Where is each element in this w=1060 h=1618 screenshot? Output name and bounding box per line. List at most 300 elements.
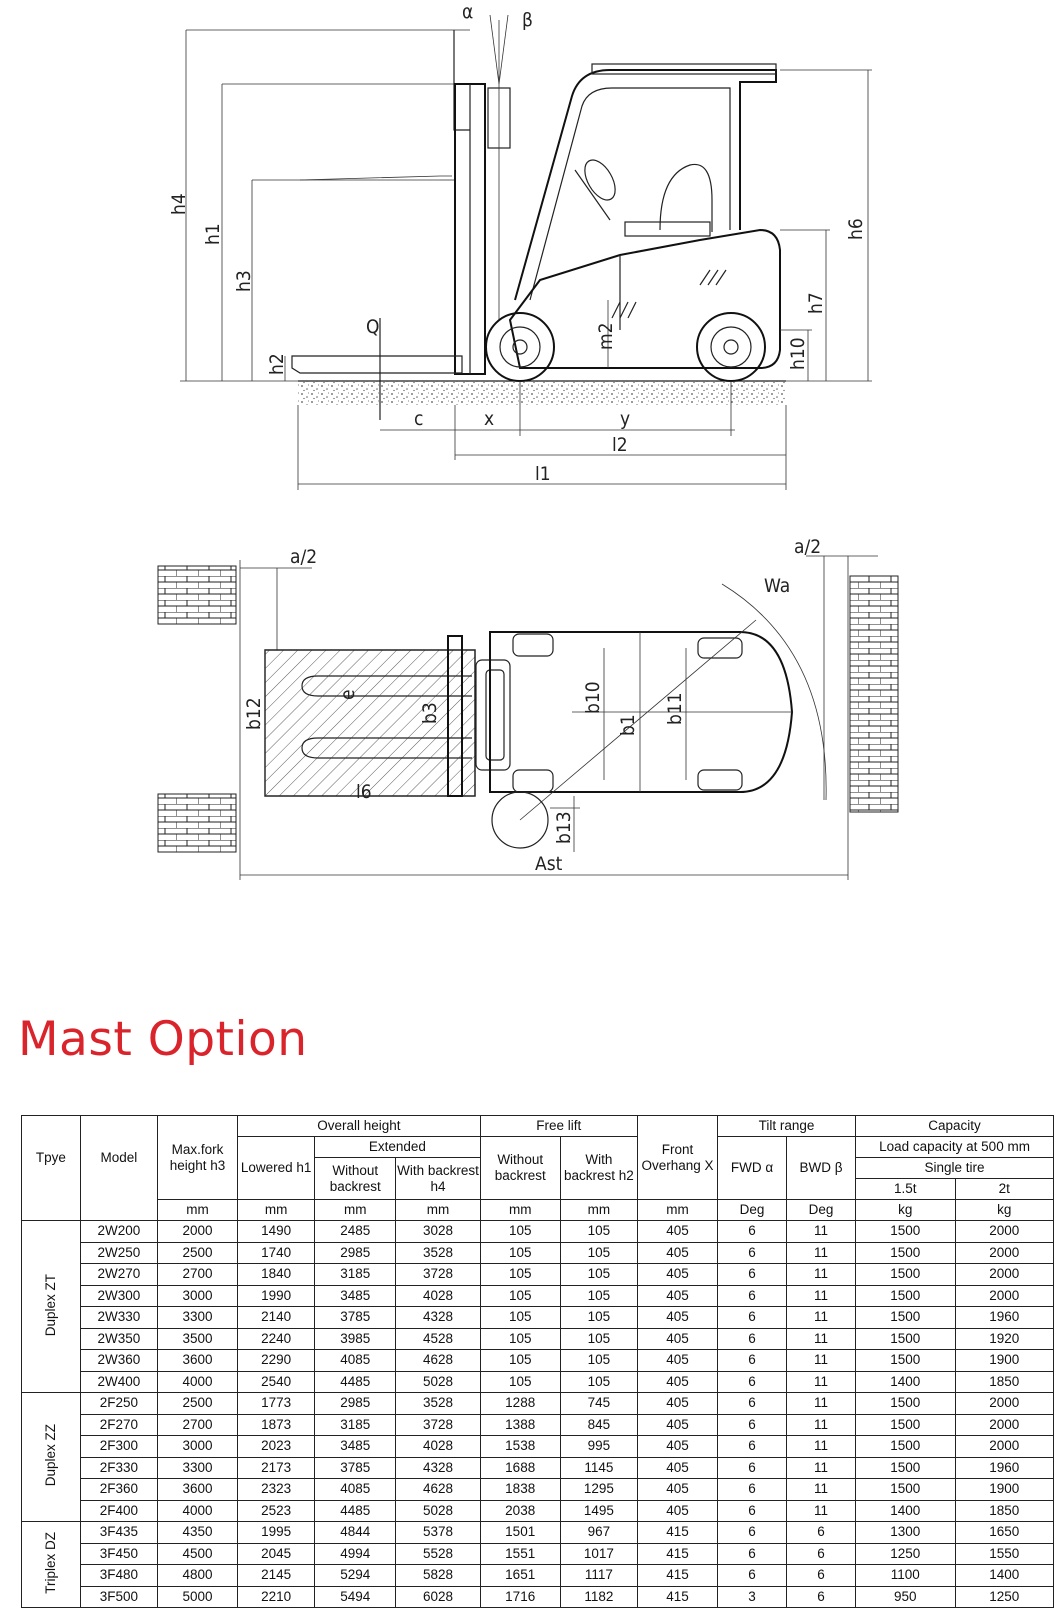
table-cell: 105 <box>560 1307 637 1329</box>
section-title: Mast Option <box>18 1012 308 1067</box>
table-cell: 3000 <box>157 1436 237 1458</box>
header-capacity: Capacity <box>856 1116 1054 1137</box>
table-cell: 11 <box>787 1500 856 1522</box>
model-cell: 2F400 <box>80 1500 157 1522</box>
table-cell: 105 <box>560 1371 637 1393</box>
table-cell: 4085 <box>315 1350 396 1372</box>
unit-cell: Deg <box>718 1200 787 1221</box>
unit-cell: Deg <box>787 1200 856 1221</box>
table-cell: 405 <box>637 1500 717 1522</box>
table-cell: 2045 <box>238 1543 315 1565</box>
table-cell: 105 <box>560 1350 637 1372</box>
unit-cell: mm <box>238 1200 315 1221</box>
table-cell: 4085 <box>315 1479 396 1501</box>
table-cell: 1960 <box>955 1457 1054 1479</box>
model-cell: 2W360 <box>80 1350 157 1372</box>
table-cell: 405 <box>637 1242 717 1264</box>
table-cell: 4994 <box>315 1543 396 1565</box>
table-cell: 6 <box>718 1436 787 1458</box>
label-l1: l1 <box>535 463 551 485</box>
header-front-overhang: Front Overhang X <box>637 1116 717 1200</box>
label-c: c <box>414 408 424 430</box>
table-cell: 3728 <box>396 1414 480 1436</box>
table-cell: 105 <box>480 1371 560 1393</box>
table-cell: 105 <box>560 1264 637 1286</box>
table-row <box>22 1264 1054 1286</box>
table-cell: 1960 <box>955 1307 1054 1329</box>
table-cell: 11 <box>787 1371 856 1393</box>
header-lowered: Lowered h1 <box>238 1137 315 1200</box>
model-cell: 2W300 <box>80 1285 157 1307</box>
top-view-drawing <box>158 536 898 880</box>
table-cell: 5000 <box>157 1586 237 1608</box>
table-cell: 5494 <box>315 1586 396 1608</box>
table-cell: 2985 <box>315 1393 396 1415</box>
table-cell: 1495 <box>560 1500 637 1522</box>
table-cell: 3528 <box>396 1242 480 1264</box>
table-cell: 405 <box>637 1285 717 1307</box>
table-cell: 1500 <box>856 1414 955 1436</box>
label-l2: l2 <box>612 434 628 456</box>
label-b11: b11 <box>664 692 686 725</box>
table-cell: 1117 <box>560 1565 637 1587</box>
table-cell: 1740 <box>238 1242 315 1264</box>
table-cell: 5378 <box>396 1522 480 1544</box>
table-cell: 1501 <box>480 1522 560 1544</box>
table-row <box>22 1436 1054 1458</box>
table-cell: 2240 <box>238 1328 315 1350</box>
table-cell: 2000 <box>955 1393 1054 1415</box>
table-cell: 3185 <box>315 1264 396 1286</box>
unit-cell: mm <box>157 1200 237 1221</box>
table-cell: 1288 <box>480 1393 560 1415</box>
wall-bottom-left <box>158 794 236 852</box>
table-cell: 415 <box>637 1586 717 1608</box>
table-cell: 1651 <box>480 1565 560 1587</box>
ground <box>298 381 786 405</box>
table-cell: 4844 <box>315 1522 396 1544</box>
table-cell: 3785 <box>315 1307 396 1329</box>
label-b3: b3 <box>419 702 441 724</box>
label-h1: h1 <box>202 223 224 245</box>
table-cell: 4628 <box>396 1479 480 1501</box>
table-cell: 1900 <box>955 1350 1054 1372</box>
table-cell: 1500 <box>856 1393 955 1415</box>
table-cell: 3500 <box>157 1328 237 1350</box>
table-cell: 11 <box>787 1307 856 1329</box>
table-cell: 5028 <box>396 1371 480 1393</box>
label-a2-right: a/2 <box>794 536 822 558</box>
table-cell: 995 <box>560 1436 637 1458</box>
table-row <box>22 1350 1054 1372</box>
table-row <box>22 1328 1054 1350</box>
table-cell: 405 <box>637 1436 717 1458</box>
header-free-lift: Free lift <box>480 1116 637 1137</box>
table-cell: 11 <box>787 1350 856 1372</box>
unit-cell: mm <box>315 1200 396 1221</box>
table-cell: 11 <box>787 1457 856 1479</box>
header-cap-15: 1.5t <box>856 1179 955 1200</box>
model-cell: 2W350 <box>80 1328 157 1350</box>
table-cell: 6 <box>718 1307 787 1329</box>
table-cell: 1551 <box>480 1543 560 1565</box>
table-cell: 1500 <box>856 1307 955 1329</box>
table-cell: 6 <box>718 1221 787 1243</box>
label-ast: Ast <box>535 853 563 875</box>
table-cell: 6028 <box>396 1586 480 1608</box>
table-cell: 1995 <box>238 1522 315 1544</box>
label-b1: b1 <box>617 714 639 736</box>
header-ext-without: Without backrest <box>315 1158 396 1200</box>
table-row <box>22 1522 1054 1544</box>
table-cell: 105 <box>480 1350 560 1372</box>
table-cell: 405 <box>637 1307 717 1329</box>
units-blank <box>80 1200 157 1221</box>
table-cell: 2173 <box>238 1457 315 1479</box>
table-cell: 105 <box>560 1328 637 1350</box>
table-cell: 4328 <box>396 1307 480 1329</box>
table-cell: 1500 <box>856 1264 955 1286</box>
header-bwd: BWD β <box>787 1137 856 1200</box>
header-max-fork: Max.fork height h3 <box>157 1116 237 1200</box>
unit-cell: mm <box>480 1200 560 1221</box>
label-h6: h6 <box>845 218 867 240</box>
table-cell: 1145 <box>560 1457 637 1479</box>
header-type: Tpye <box>22 1116 81 1200</box>
side-view-drawing <box>168 1 872 490</box>
wall-right <box>850 576 898 812</box>
table-cell: 415 <box>637 1565 717 1587</box>
model-cell: 2F250 <box>80 1393 157 1415</box>
table-cell: 3985 <box>315 1328 396 1350</box>
table-cell: 105 <box>480 1264 560 1286</box>
table-row <box>22 1565 1054 1587</box>
table-cell: 6 <box>787 1565 856 1587</box>
table-cell: 2000 <box>955 1414 1054 1436</box>
model-cell: 2F330 <box>80 1457 157 1479</box>
group-type <box>22 1393 81 1522</box>
mast-option-table <box>21 1115 1054 1608</box>
table-cell: 5294 <box>315 1565 396 1587</box>
table-cell: 405 <box>637 1414 717 1436</box>
table-cell: 2523 <box>238 1500 315 1522</box>
table-cell: 105 <box>560 1242 637 1264</box>
table-cell: 1900 <box>955 1479 1054 1501</box>
table-cell: 6 <box>718 1371 787 1393</box>
table-cell: 6 <box>718 1500 787 1522</box>
table-cell: 3785 <box>315 1457 396 1479</box>
table-row <box>22 1500 1054 1522</box>
table-cell: 11 <box>787 1221 856 1243</box>
model-cell: 2W400 <box>80 1371 157 1393</box>
table-cell: 6 <box>718 1565 787 1587</box>
table-cell: 2000 <box>955 1285 1054 1307</box>
unit-cell: kg <box>856 1200 955 1221</box>
table-cell: 3485 <box>315 1436 396 1458</box>
label-q: Q <box>366 316 380 338</box>
table-cell: 405 <box>637 1350 717 1372</box>
table-cell: 6 <box>718 1393 787 1415</box>
label-b12: b12 <box>243 697 265 730</box>
table-cell: 5528 <box>396 1543 480 1565</box>
model-cell: 2W270 <box>80 1264 157 1286</box>
label-wa: Wa <box>764 575 791 597</box>
table-cell: 105 <box>480 1221 560 1243</box>
table-cell: 105 <box>560 1221 637 1243</box>
table-row <box>22 1457 1054 1479</box>
header-extended: Extended <box>315 1137 480 1158</box>
table-cell: 1500 <box>856 1479 955 1501</box>
table-row <box>22 1221 1054 1243</box>
table-cell: 105 <box>480 1307 560 1329</box>
table-cell: 2700 <box>157 1414 237 1436</box>
table-row <box>22 1307 1054 1329</box>
model-cell: 3F435 <box>80 1522 157 1544</box>
table-cell: 1500 <box>856 1285 955 1307</box>
table-cell: 3485 <box>315 1285 396 1307</box>
table-cell: 1850 <box>955 1371 1054 1393</box>
table-cell: 1538 <box>480 1436 560 1458</box>
group-type-label: Duplex ZZ <box>43 1424 59 1487</box>
label-a2-left: a/2 <box>290 546 318 568</box>
table-cell: 415 <box>637 1543 717 1565</box>
table-cell: 1400 <box>856 1371 955 1393</box>
header-fl-without: Without backrest <box>480 1137 560 1200</box>
label-l6: l6 <box>356 781 372 803</box>
table-cell: 1300 <box>856 1522 955 1544</box>
table-cell: 4000 <box>157 1500 237 1522</box>
table-cell: 105 <box>560 1285 637 1307</box>
table-cell: 1688 <box>480 1457 560 1479</box>
table-cell: 1920 <box>955 1328 1054 1350</box>
table-cell: 3728 <box>396 1264 480 1286</box>
table-cell: 1873 <box>238 1414 315 1436</box>
label-b13: b13 <box>553 811 575 844</box>
table-cell: 950 <box>856 1586 955 1608</box>
table-cell: 6 <box>718 1242 787 1264</box>
model-cell: 3F480 <box>80 1565 157 1587</box>
label-b10: b10 <box>582 681 604 714</box>
table-cell: 2000 <box>955 1436 1054 1458</box>
table-cell: 1500 <box>856 1242 955 1264</box>
table-cell: 3300 <box>157 1307 237 1329</box>
table-cell: 3 <box>718 1586 787 1608</box>
table-cell: 2000 <box>955 1264 1054 1286</box>
table-cell: 1400 <box>955 1565 1054 1587</box>
table-cell: 5828 <box>396 1565 480 1587</box>
header-overall-height: Overall height <box>238 1116 481 1137</box>
table-cell: 967 <box>560 1522 637 1544</box>
table-cell: 4628 <box>396 1350 480 1372</box>
model-cell: 2W330 <box>80 1307 157 1329</box>
header-fl-with: With backrest h2 <box>560 1137 637 1200</box>
label-h3: h3 <box>233 270 255 292</box>
table-cell: 2145 <box>238 1565 315 1587</box>
table-cell: 2140 <box>238 1307 315 1329</box>
table-cell: 6 <box>787 1543 856 1565</box>
table-cell: 1490 <box>238 1221 315 1243</box>
table-cell: 1295 <box>560 1479 637 1501</box>
model-cell: 2F300 <box>80 1436 157 1458</box>
table-cell: 4000 <box>157 1371 237 1393</box>
header-single-tire: Single tire <box>856 1158 1054 1179</box>
table-cell: 6 <box>718 1350 787 1372</box>
table-cell: 4528 <box>396 1328 480 1350</box>
label-h10: h10 <box>787 337 809 370</box>
table-cell: 4028 <box>396 1285 480 1307</box>
group-type-label: Triplex DZ <box>43 1531 59 1594</box>
group-type-label: Duplex ZT <box>43 1273 59 1336</box>
table-cell: 11 <box>787 1285 856 1307</box>
table-cell: 6 <box>718 1457 787 1479</box>
model-cell: 2F360 <box>80 1479 157 1501</box>
table-cell: 6 <box>718 1479 787 1501</box>
table-cell: 4485 <box>315 1371 396 1393</box>
table-cell: 1840 <box>238 1264 315 1286</box>
table-cell: 1650 <box>955 1522 1054 1544</box>
table-cell: 6 <box>718 1328 787 1350</box>
table-cell: 405 <box>637 1328 717 1350</box>
table-cell: 1850 <box>955 1500 1054 1522</box>
table-row <box>22 1586 1054 1608</box>
table-cell: 4800 <box>157 1565 237 1587</box>
table-cell: 845 <box>560 1414 637 1436</box>
table-cell: 2290 <box>238 1350 315 1372</box>
table-cell: 1100 <box>856 1565 955 1587</box>
table-cell: 1500 <box>856 1221 955 1243</box>
model-cell: 3F450 <box>80 1543 157 1565</box>
table-cell: 1773 <box>238 1393 315 1415</box>
table-cell: 745 <box>560 1393 637 1415</box>
table-cell: 1550 <box>955 1543 1054 1565</box>
table-cell: 2985 <box>315 1242 396 1264</box>
header-tilt-range: Tilt range <box>718 1116 856 1137</box>
table-cell: 11 <box>787 1242 856 1264</box>
table-cell: 3600 <box>157 1350 237 1372</box>
table-cell: 1838 <box>480 1479 560 1501</box>
label-m2: m2 <box>595 322 617 350</box>
table-cell: 1250 <box>856 1543 955 1565</box>
table-cell: 6 <box>787 1586 856 1608</box>
label-y: y <box>620 408 631 430</box>
table-cell: 3600 <box>157 1479 237 1501</box>
table-cell: 3028 <box>396 1221 480 1243</box>
table-cell: 415 <box>637 1522 717 1544</box>
header-load-capacity: Load capacity at 500 mm <box>856 1137 1054 1158</box>
table-cell: 2700 <box>157 1264 237 1286</box>
header-model: Model <box>80 1116 157 1200</box>
table-cell: 2210 <box>238 1586 315 1608</box>
table-cell: 6 <box>787 1522 856 1544</box>
header-ext-with: With backrest h4 <box>396 1158 480 1200</box>
table-cell: 1182 <box>560 1586 637 1608</box>
table-cell: 2540 <box>238 1371 315 1393</box>
pallet-load <box>265 650 475 796</box>
table-cell: 6 <box>718 1285 787 1307</box>
table-cell: 1500 <box>856 1436 955 1458</box>
table-cell: 4028 <box>396 1436 480 1458</box>
table-cell: 3300 <box>157 1457 237 1479</box>
units-row <box>22 1200 1054 1221</box>
label-e: e <box>337 689 359 700</box>
model-cell: 2F270 <box>80 1414 157 1436</box>
table-row <box>22 1242 1054 1264</box>
table-cell: 2023 <box>238 1436 315 1458</box>
group-type <box>22 1221 81 1393</box>
table-cell: 2000 <box>955 1242 1054 1264</box>
table-row <box>22 1543 1054 1565</box>
table-body <box>22 1221 1054 1608</box>
table-row <box>22 1479 1054 1501</box>
table-cell: 2000 <box>955 1221 1054 1243</box>
table-cell: 2500 <box>157 1393 237 1415</box>
table-cell: 11 <box>787 1393 856 1415</box>
label-alpha: α <box>462 1 474 23</box>
table-cell: 11 <box>787 1328 856 1350</box>
table-cell: 4485 <box>315 1500 396 1522</box>
unit-cell: mm <box>396 1200 480 1221</box>
header-fwd: FWD α <box>718 1137 787 1200</box>
table-cell: 2500 <box>157 1242 237 1264</box>
table-cell: 4500 <box>157 1543 237 1565</box>
table-cell: 6 <box>718 1522 787 1544</box>
unit-cell: mm <box>560 1200 637 1221</box>
units-blank <box>22 1200 81 1221</box>
table-cell: 1017 <box>560 1543 637 1565</box>
table-cell: 11 <box>787 1479 856 1501</box>
table-cell: 4328 <box>396 1457 480 1479</box>
table-cell: 1388 <box>480 1414 560 1436</box>
table-cell: 11 <box>787 1436 856 1458</box>
table-cell: 1500 <box>856 1350 955 1372</box>
table-cell: 1500 <box>856 1457 955 1479</box>
table-cell: 6 <box>718 1414 787 1436</box>
table-row <box>22 1285 1054 1307</box>
table-cell: 3528 <box>396 1393 480 1415</box>
table-cell: 1500 <box>856 1328 955 1350</box>
table-cell: 2485 <box>315 1221 396 1243</box>
table-row <box>22 1371 1054 1393</box>
label-beta: β <box>522 9 533 31</box>
table-cell: 1716 <box>480 1586 560 1608</box>
table-row <box>22 1414 1054 1436</box>
table-cell: 405 <box>637 1457 717 1479</box>
table-cell: 11 <box>787 1264 856 1286</box>
table-cell: 1400 <box>856 1500 955 1522</box>
table-cell: 6 <box>718 1543 787 1565</box>
wall-top-left <box>158 566 236 624</box>
table-cell: 4350 <box>157 1522 237 1544</box>
table-cell: 405 <box>637 1264 717 1286</box>
table-cell: 3000 <box>157 1285 237 1307</box>
label-x: x <box>484 408 495 430</box>
table-row <box>22 1393 1054 1415</box>
unit-cell: mm <box>637 1200 717 1221</box>
model-cell: 3F500 <box>80 1586 157 1608</box>
table-cell: 1990 <box>238 1285 315 1307</box>
table-cell: 6 <box>718 1264 787 1286</box>
table-cell: 2038 <box>480 1500 560 1522</box>
model-cell: 2W200 <box>80 1221 157 1243</box>
model-cell: 2W250 <box>80 1242 157 1264</box>
label-h2: h2 <box>266 353 288 375</box>
table-cell: 105 <box>480 1285 560 1307</box>
table-cell: 3185 <box>315 1414 396 1436</box>
table-cell: 5028 <box>396 1500 480 1522</box>
table-cell: 1250 <box>955 1586 1054 1608</box>
table-cell: 405 <box>637 1221 717 1243</box>
unit-cell: kg <box>955 1200 1054 1221</box>
